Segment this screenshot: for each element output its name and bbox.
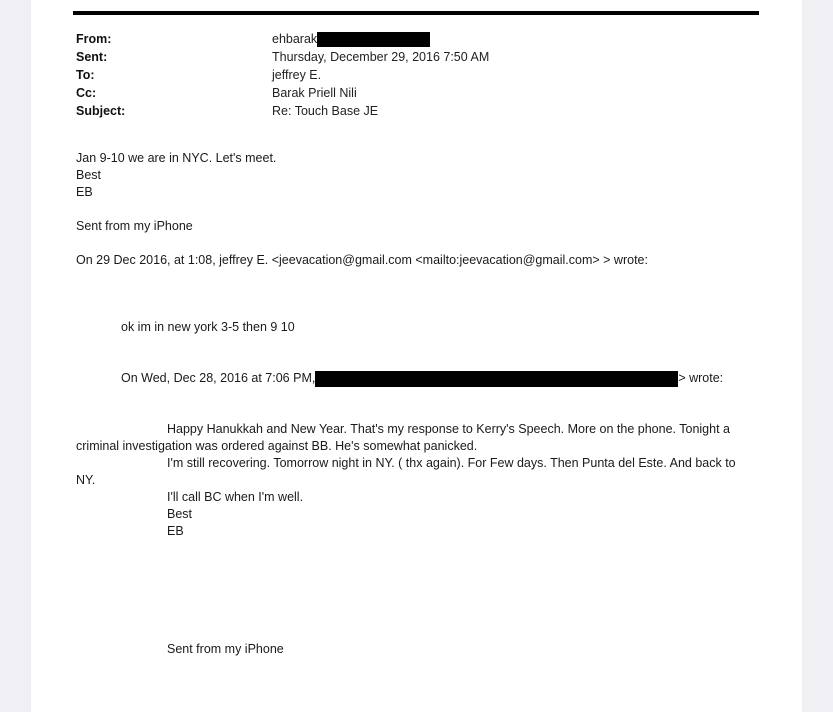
quote2-line-4: Best xyxy=(167,507,193,521)
quote2-line-3: I'll call BC when I'm well. xyxy=(167,490,304,504)
from-name: ehbarak xyxy=(272,32,318,46)
quote2-attribution-prefix: On Wed, Dec 28, 2016 at 7:06 PM, xyxy=(121,371,316,385)
reply-line-3: EB xyxy=(76,185,93,199)
header-subject-row xyxy=(76,102,489,120)
sent-value: Thursday, December 29, 2016 7:50 AM xyxy=(272,50,490,64)
quote2-para2-first: I'm still recovering. Tomorrow night in NY. ( thx again). For Few days. Then Punta del Este. And back to xyxy=(167,456,736,470)
to-value: jeffrey E. xyxy=(272,68,322,82)
redaction-block xyxy=(317,32,430,47)
header-cc-row xyxy=(76,84,489,102)
quote1-body: ok im in new york 3-5 then 9 10 xyxy=(121,320,295,334)
email-header xyxy=(76,30,489,120)
document-page xyxy=(31,0,802,712)
cc-label: Cc: xyxy=(76,86,97,100)
quote2-para1-first: Happy Hanukkah and New Year. That's my response to Kerry's Speech. More on the phone. Tonight a xyxy=(167,422,730,436)
header-from-row xyxy=(76,30,489,48)
quote2-signature: Sent from my iPhone xyxy=(167,642,284,656)
reply-line-2: Best xyxy=(76,168,102,182)
to-label: To: xyxy=(76,68,95,82)
sent-label: Sent: xyxy=(76,50,108,64)
from-label: From: xyxy=(76,32,112,46)
cc-value: Barak Priell Nili xyxy=(272,86,357,100)
quote1-attribution: On 29 Dec 2016, at 1:08, jeffrey E. <jeevacation@gmail.com <mailto:jeevacation@gmail.com> > wrote: xyxy=(76,253,648,267)
from-value xyxy=(272,30,430,48)
redaction-block xyxy=(315,371,678,387)
header-sent-row xyxy=(76,48,489,66)
reply-line-1: Jan 9-10 we are in NYC. Let's meet. xyxy=(76,151,277,165)
subject-value: Re: Touch Base JE xyxy=(272,104,379,118)
quote2-attribution-suffix: > wrote: xyxy=(678,371,724,385)
quote2-line-5: EB xyxy=(167,524,184,538)
quote2-para1-rest: criminal investigation was ordered against BB. He's somewhat panicked. xyxy=(76,439,478,453)
subject-label: Subject: xyxy=(76,104,126,118)
header-rule xyxy=(73,11,759,15)
header-to-row xyxy=(76,66,489,84)
reply-signature: Sent from my iPhone xyxy=(76,219,193,233)
quote2-para2-rest: NY. xyxy=(76,473,96,487)
quote2-attribution xyxy=(121,370,723,387)
